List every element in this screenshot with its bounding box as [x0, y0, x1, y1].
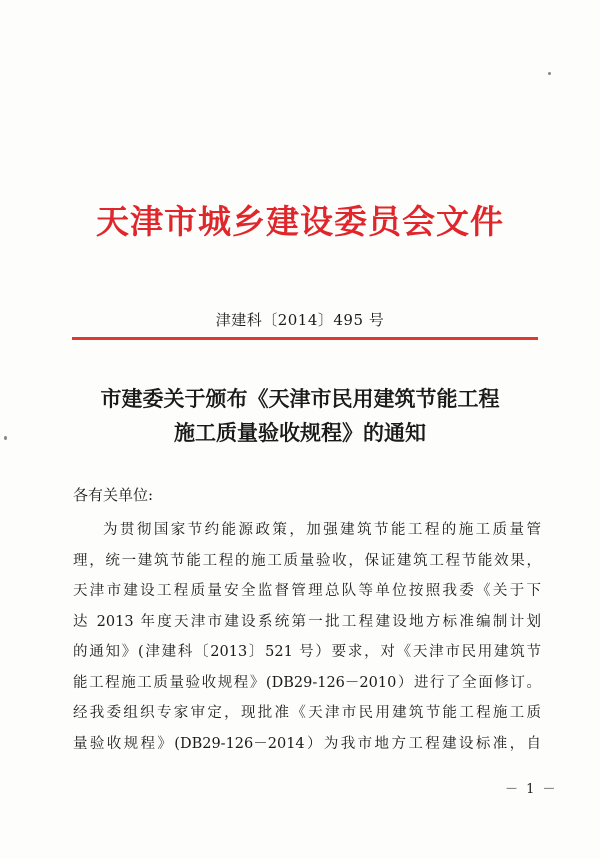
red-separator-rule — [72, 337, 538, 340]
scan-speck — [548, 72, 551, 75]
body-line: 经我委组织专家审定，现批准《天津市民用建筑节能工程施工质 — [73, 705, 541, 721]
salutation: 各有关单位: — [73, 486, 154, 504]
notice-title-line-1: 市建委关于颁布《天津市民用建筑节能工程 — [100, 386, 500, 411]
body-line: 能工程施工质量验收规程》(DB29-126－2010）进行了全面修订。 — [73, 674, 541, 691]
page-number: － 1 － — [505, 782, 558, 797]
issuer-header-title: 天津市城乡建设委员会文件 — [96, 202, 504, 241]
body-line: 的通知》(津建科〔2013〕521 号）要求，对《天津市民用建筑节 — [73, 644, 541, 660]
body-line: 为贯彻国家节约能源政策，加强建筑节能工程的施工质量管 — [103, 522, 541, 538]
notice-title — [0, 382, 600, 450]
document-number: 津建科〔2014〕495 号 — [215, 311, 385, 329]
body-line: 理，统一建筑节能工程的施工质量验收，保证建筑工程节能效果， — [73, 552, 541, 569]
body-line: 达 2013 年度天津市建设系统第一批工程建设地方标准编制计划 — [73, 613, 541, 630]
body-line: 天津市建设工程质量安全监督管理总队等单位按照我委《关于下 — [73, 583, 541, 599]
body-paragraph — [73, 515, 541, 759]
body-line: 量验收规程》(DB29-126－2014）为我市地方工程建设标准，自 — [73, 735, 541, 752]
notice-title-line-2: 施工质量验收规程》的通知 — [174, 420, 426, 445]
